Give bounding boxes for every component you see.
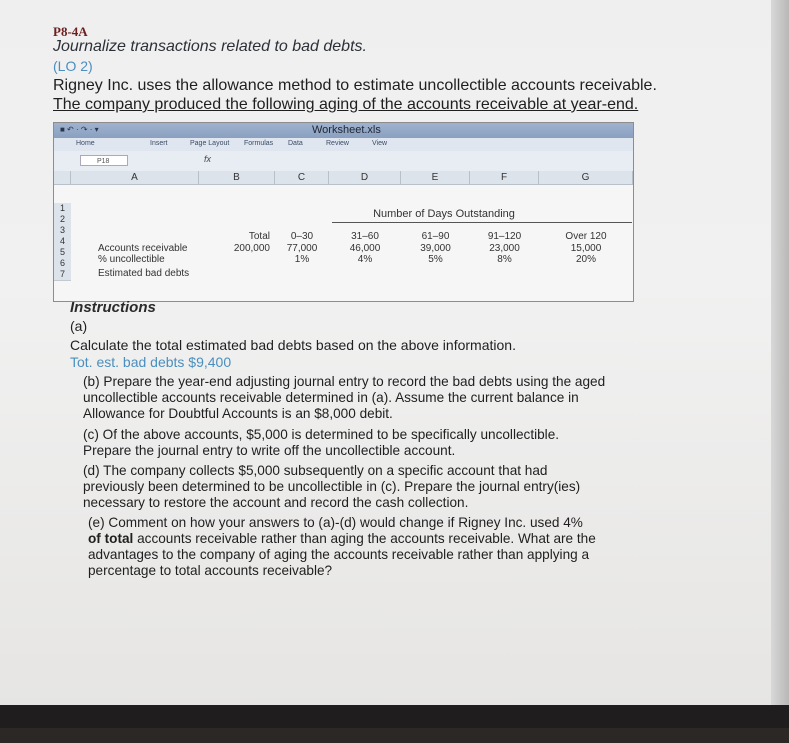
header-91-120: 91–120 (487, 231, 522, 242)
ar-91-120: 23,000 (489, 243, 520, 254)
select-all-corner[interactable] (54, 171, 71, 185)
tab-page-layout[interactable]: Page Layout (190, 140, 230, 147)
part-b (83, 374, 723, 422)
part-c-line-1: (c) Of the above accounts, $5,000 is determined to be specifically uncollectible. (83, 427, 560, 442)
learning-objective: (LO 2) (53, 58, 93, 74)
part-e-line-1: (e) Comment on how your answers to (a)-(d) would change if Rigney Inc. used 4% (88, 515, 583, 530)
part-b-line-3: Allowance for Doubtful Accounts is an $8,000 debit. (83, 406, 393, 421)
part-c (83, 427, 723, 459)
header-31-60: 31–60 (351, 231, 379, 242)
tab-insert[interactable]: Insert (150, 140, 168, 147)
intro-line-2: The company produced the following aging of the accounts receivable at year-end. (53, 96, 639, 113)
column-header-f[interactable]: F (470, 171, 539, 185)
part-d (83, 463, 723, 511)
ar-61-90: 39,000 (420, 243, 451, 254)
tab-review[interactable]: Review (326, 140, 349, 147)
problem-id: P8-4A (53, 24, 88, 39)
part-d-line-1: (d) The company collects $5,000 subsequently on a specific account that had (83, 463, 548, 478)
part-e-line-4: percentage to total accounts receivable? (88, 563, 333, 578)
formula-bar (54, 151, 633, 172)
header-divider (332, 222, 632, 223)
intro-line-1: Rigney Inc. uses the allowance method to estimate uncollectible accounts receivable. (53, 77, 657, 94)
part-d-line-3: necessary to restore the account and record the cash collection. (83, 495, 469, 510)
name-box[interactable]: P18 (80, 155, 128, 166)
part-b-line-2: uncollectible accounts receivable determined in (a). Assume the current balance in (83, 390, 579, 405)
part-a-text: Calculate the total estimated bad debts based on the above information. (70, 337, 516, 353)
instructions-heading: Instructions (70, 299, 156, 316)
tab-home[interactable]: Home (76, 140, 95, 147)
label-percent-uncollectible: % uncollectible (98, 254, 165, 265)
row-header-2[interactable]: 2 (54, 214, 71, 226)
part-a-label: (a) (70, 318, 88, 334)
header-over-120: Over 120 (565, 231, 607, 242)
worksheet-window (53, 122, 634, 302)
label-estimated-bad-debts: Estimated bad debts (98, 268, 190, 279)
pct-31-60: 4% (357, 254, 373, 265)
header-total: Total (248, 231, 270, 242)
column-header-c[interactable]: C (275, 171, 329, 185)
part-e-line-2 (88, 531, 728, 547)
problem-title: Journalize transactions related to bad debts. (53, 38, 367, 55)
part-a-answer: Tot. est. bad debts $9,400 (70, 354, 232, 370)
part-e-line-3: advantages to the company of aging the accounts receivable rather than applying a (88, 547, 590, 562)
ribbon-tabs (54, 138, 633, 152)
label-accounts-receivable: Accounts receivable (98, 243, 188, 254)
column-header-g[interactable]: G (539, 171, 633, 185)
pct-0-30: 1% (294, 254, 310, 265)
row-header-1[interactable]: 1 (54, 203, 71, 215)
column-header-e[interactable]: E (401, 171, 470, 185)
worksheet-filename: Worksheet.xls (312, 124, 381, 136)
part-b-line-1: (b) Prepare the year-end adjusting journal entry to record the bad debts using the aged (83, 374, 606, 389)
tab-formulas[interactable]: Formulas (244, 140, 274, 147)
days-outstanding-header: Number of Days Outstanding (373, 208, 515, 220)
part-d-line-2: previously been determined to be uncollectible in (c). Prepare the journal entry(ies) (83, 479, 581, 494)
ar-0-30: 77,000 (286, 243, 318, 254)
worksheet-titlebar (54, 123, 633, 138)
part-e-bold-total: of total (88, 531, 134, 546)
column-header-d[interactable]: D (329, 171, 401, 185)
problem-intro (53, 76, 773, 114)
row-header-6[interactable]: 6 (54, 258, 71, 270)
ar-total: 200,000 (233, 243, 270, 254)
pct-91-120: 8% (497, 254, 512, 265)
column-header-a[interactable]: A (71, 171, 199, 185)
quick-access-toolbar[interactable]: ■ ↶ · ↷ · ▾ (60, 125, 99, 134)
header-0-30: 0–30 (290, 231, 314, 242)
ar-31-60: 46,000 (349, 243, 381, 254)
pct-61-90: 5% (428, 254, 443, 265)
dark-foreground-bottom (0, 728, 789, 743)
row-header-3[interactable]: 3 (54, 225, 71, 237)
row-header-7[interactable]: 7 (54, 269, 71, 281)
tab-view[interactable]: View (372, 140, 388, 147)
column-header-b[interactable]: B (199, 171, 275, 185)
part-c-line-2: Prepare the journal entry to write off the uncollectible account. (83, 443, 456, 458)
part-e-line-2-rest: accounts receivable rather than aging the accounts receivable. What are the (133, 531, 596, 546)
ar-over-120: 15,000 (570, 243, 602, 254)
fx-icon[interactable]: fx (204, 154, 212, 164)
header-61-90: 61–90 (421, 231, 450, 242)
pct-over-120: 20% (575, 254, 596, 265)
part-e (88, 515, 728, 579)
row-header-5[interactable]: 5 (54, 247, 71, 259)
row-header-4[interactable]: 4 (54, 236, 71, 248)
tab-data[interactable]: Data (288, 140, 303, 147)
page-edge-shadow (771, 0, 789, 712)
